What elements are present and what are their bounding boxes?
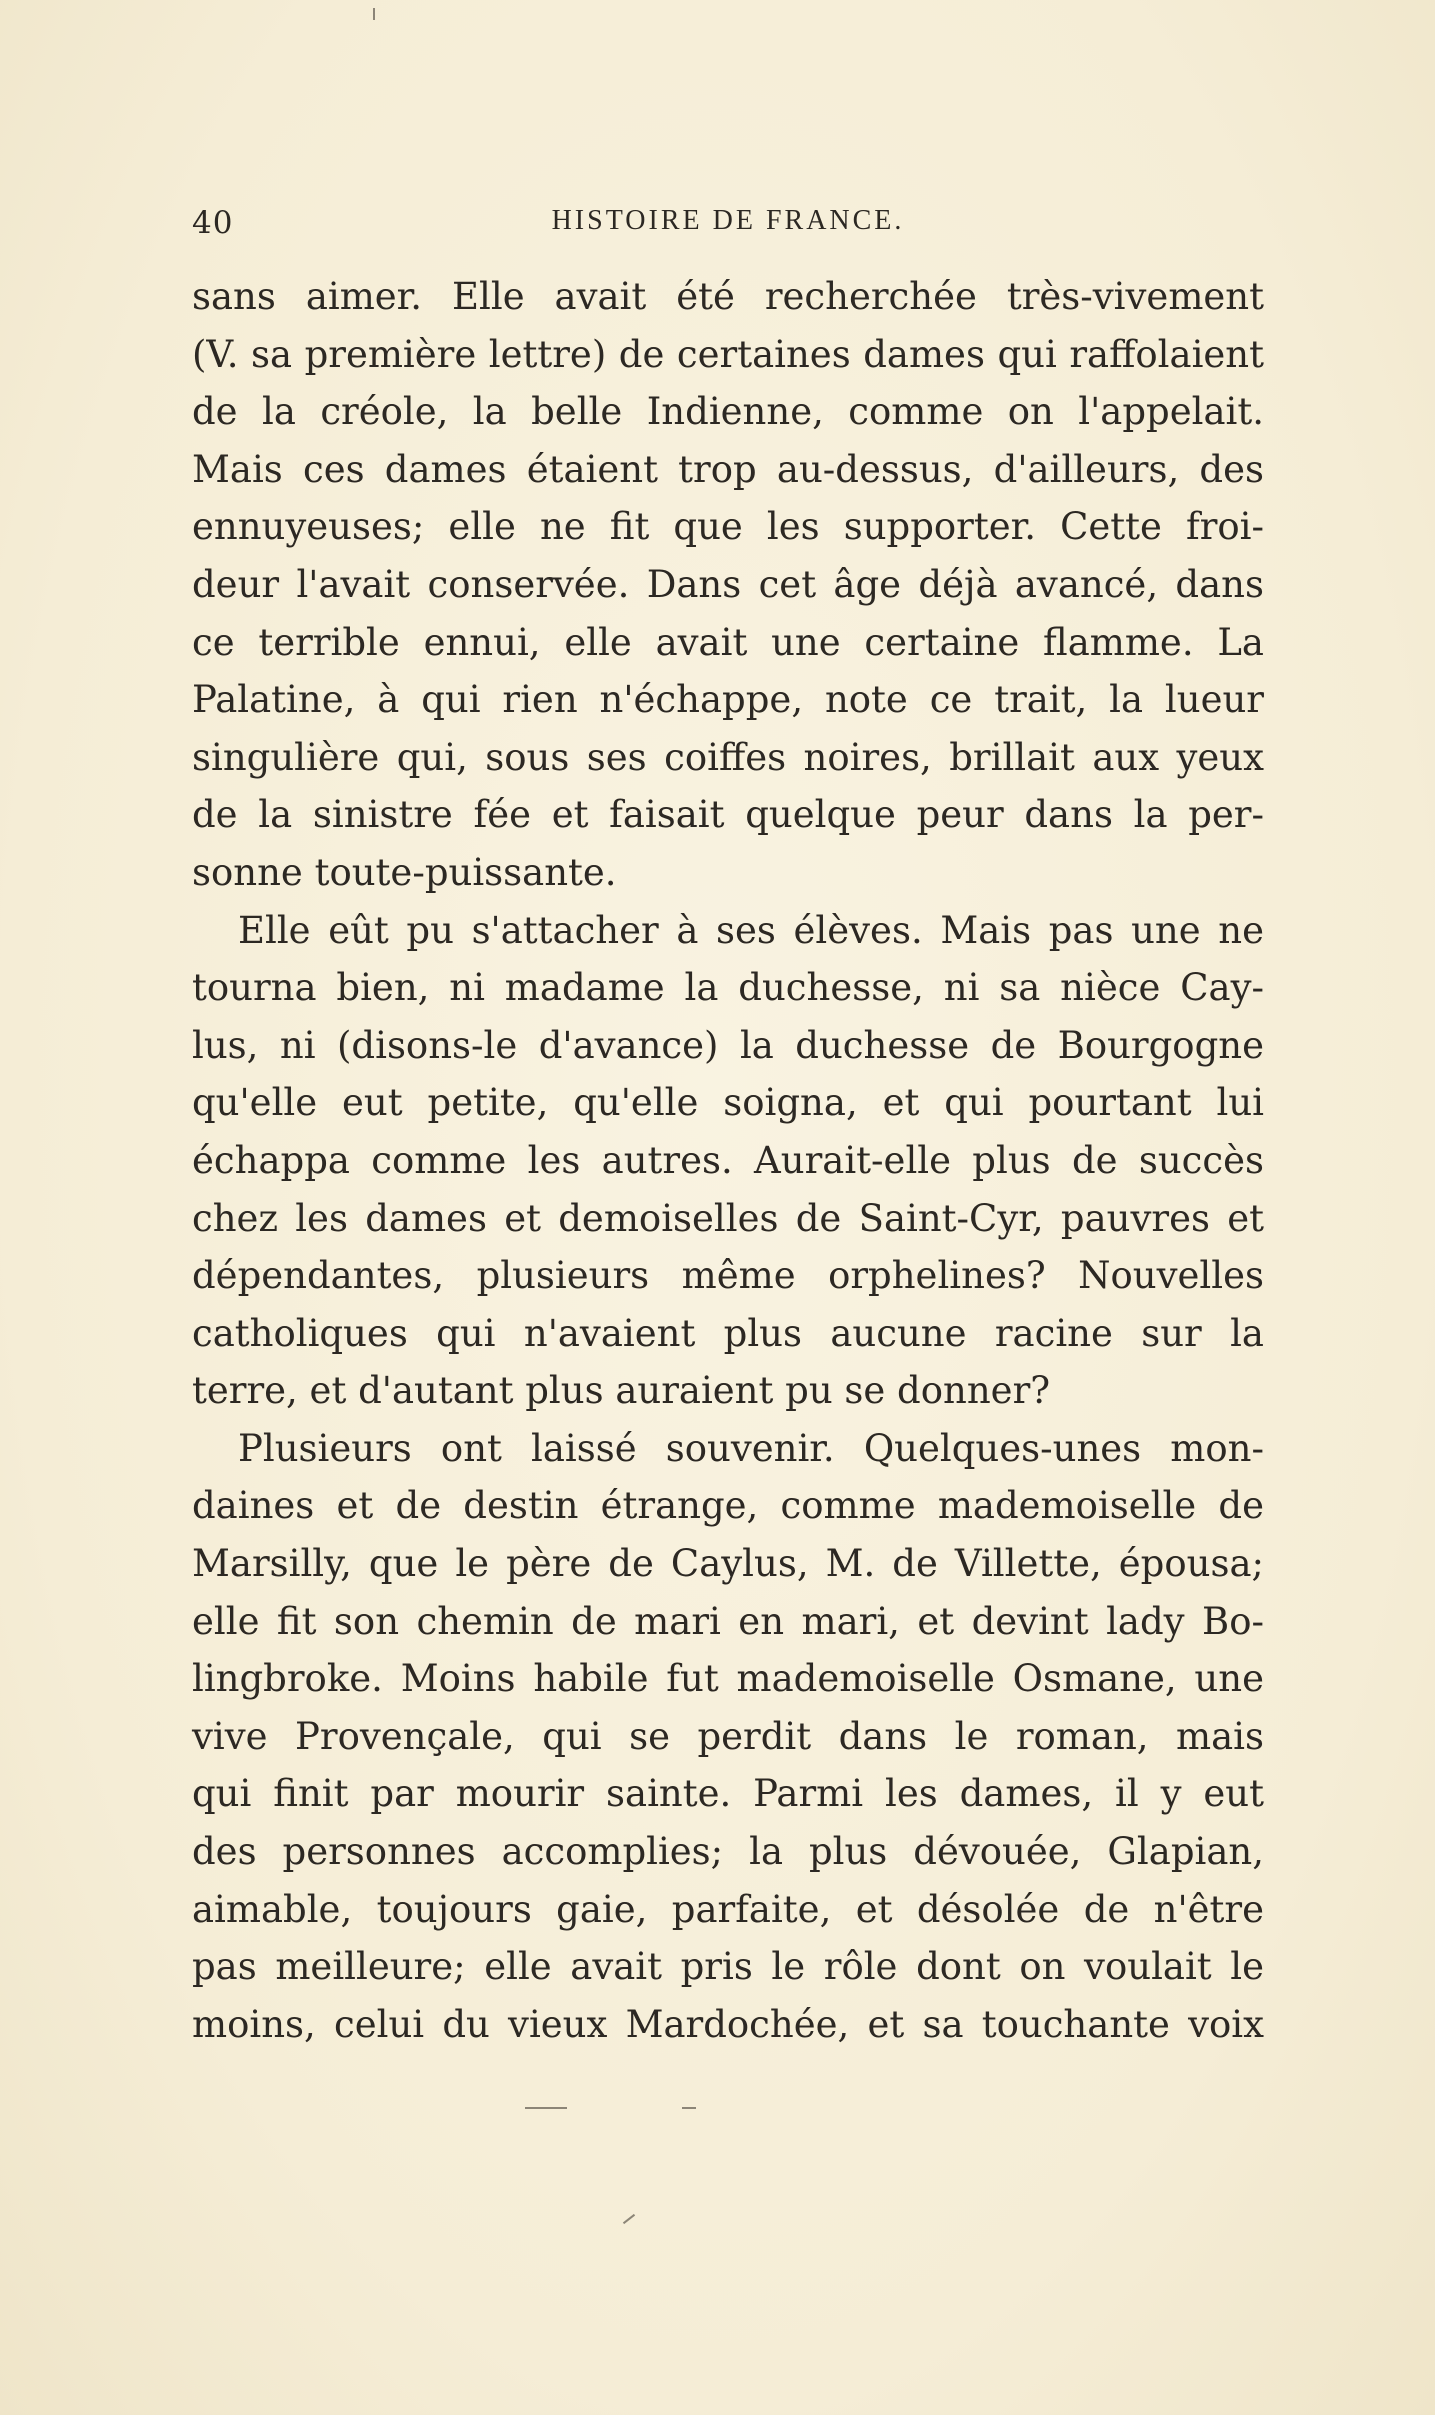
text-line: chez les dames et demoiselles de Saint-Cyr, pauvres et [192, 1196, 1264, 1240]
text-line: Elle eût pu s'attacher à ses élèves. Mais pas une ne [238, 908, 1264, 952]
text-line: terre, et d'autant plus auraient pu se donner? [192, 1369, 1051, 1413]
text-line: des personnes accomplies; la plus dévouée, Glapian, [192, 1830, 1264, 1874]
print-mark [682, 2107, 696, 2109]
print-mark [525, 2107, 567, 2109]
text-line: lingbroke. Moins habile fut mademoiselle Osmane, une [192, 1657, 1264, 1701]
text-line: pas meilleure; elle avait pris le rôle dont on voulait le [192, 1945, 1264, 1989]
text-line: de la créole, la belle Indienne, comme on l'appelait. [192, 390, 1264, 434]
text-line: daines et de destin étrange, comme mademoiselle de [192, 1484, 1264, 1528]
text-line: Mais ces dames étaient trop au-dessus, d'ailleurs, des [192, 447, 1264, 491]
text-line: tourna bien, ni madame la duchesse, ni sa nièce Cay- [192, 966, 1264, 1010]
text-line: sonne toute-puissante. [192, 850, 617, 894]
text-line: Marsilly, que le père de Caylus, M. de Villette, épousa; [192, 1542, 1264, 1586]
text-line: deur l'avait conservée. Dans cet âge déjà avancé, dans [192, 562, 1264, 606]
text-line: de la sinistre fée et faisait quelque peur dans la per- [192, 793, 1264, 837]
text-line: ce terrible ennui, elle avait une certaine flamme. La [192, 620, 1264, 664]
text-line: lus, ni (disons-le d'avance) la duchesse de Bourgogne [192, 1023, 1264, 1067]
running-title: HISTOIRE DE FRANCE. [551, 205, 905, 236]
text-line: moins, celui du vieux Mardochée, et sa touchante voix [192, 2002, 1264, 2046]
text-line: (V. sa première lettre) de certaines dames qui raffolaient [192, 332, 1264, 376]
text-line: dépendantes, plusieurs même orphelines? Nouvelles [192, 1254, 1264, 1298]
print-mark [623, 2214, 635, 2224]
page-number: 40 [192, 205, 234, 241]
print-mark [373, 8, 375, 20]
page-header [192, 205, 1264, 245]
text-line: catholiques qui n'avaient plus aucune racine sur la [192, 1311, 1264, 1355]
text-line: qui finit par mourir sainte. Parmi les dames, il y eut [192, 1772, 1264, 1816]
text-line: aimable, toujours gaie, parfaite, et désolée de n'être [192, 1887, 1264, 1931]
text-line: elle fit son chemin de mari en mari, et devint lady Bo- [192, 1599, 1264, 1643]
text-line: ennuyeuses; elle ne fit que les supporter. Cette froi- [192, 505, 1264, 549]
text-line: vive Provençale, qui se perdit dans le roman, mais [192, 1714, 1264, 1758]
text-line: Plusieurs ont laissé souvenir. Quelques-unes mon- [238, 1426, 1264, 1470]
text-line: sans aimer. Elle avait été recherchée très-vivement [192, 275, 1264, 318]
text-line: Palatine, à qui rien n'échappe, note ce trait, la lueur [192, 678, 1264, 722]
body-text [192, 268, 1264, 2053]
text-line: qu'elle eut petite, qu'elle soigna, et qui pourtant lui [192, 1081, 1264, 1125]
text-line: singulière qui, sous ses coiffes noires, brillait aux yeux [192, 735, 1264, 779]
text-line: échappa comme les autres. Aurait-elle plus de succès [192, 1138, 1264, 1182]
